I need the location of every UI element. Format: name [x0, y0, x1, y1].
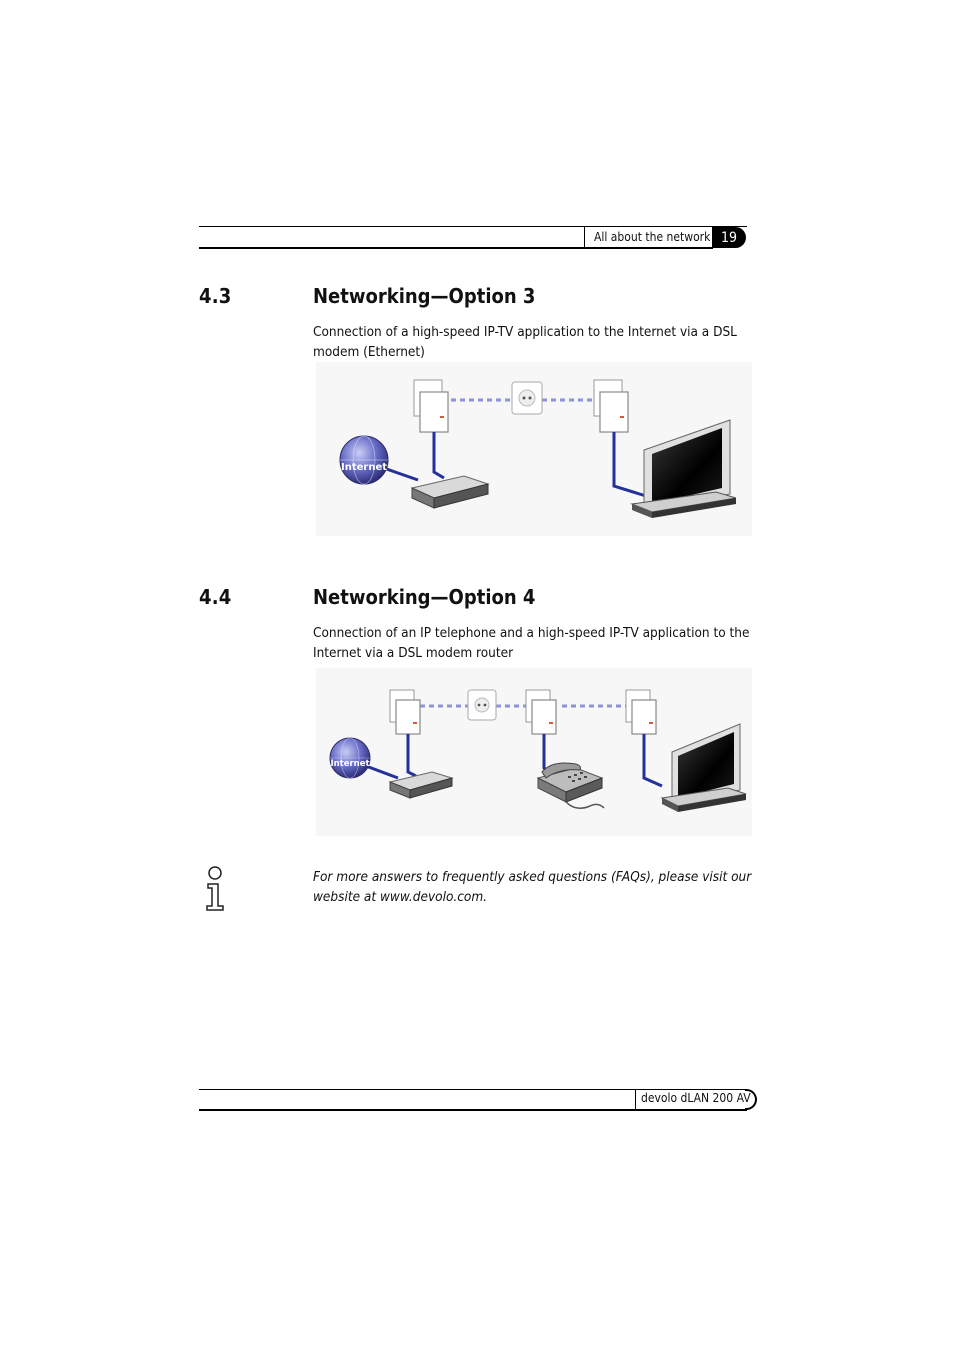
- network-diagram-option-3: [316, 362, 752, 536]
- footer-product-name: devolo dLAN 200 AV: [641, 1091, 751, 1105]
- header-divider: [584, 227, 585, 248]
- internet-label: Internet: [340, 462, 388, 473]
- header-rule-bottom: [199, 247, 713, 249]
- section-body: Connection of an IP telephone and a high-speed IP-TV application to the Internet via a DSL modem router: [313, 625, 750, 661]
- running-header-chapter: All about the network: [594, 230, 711, 244]
- section-number: 4.3: [199, 284, 232, 308]
- wall-socket-icon: [468, 690, 496, 720]
- internet-globe-icon: [330, 738, 370, 778]
- section-title: Networking—Option 3: [313, 284, 536, 308]
- footer-rule-top: [199, 1089, 747, 1090]
- info-icon: [202, 866, 228, 912]
- header-rule-top: [199, 226, 747, 227]
- network-diagram-option-4: [316, 668, 752, 836]
- section-title: Networking—Option 4: [313, 585, 536, 609]
- info-note: For more answers to frequently asked questions (FAQs), please visit our website at www.devolo.com.: [313, 869, 752, 905]
- footer-divider: [635, 1089, 636, 1110]
- footer-rule-bottom: [199, 1109, 747, 1111]
- section-body: Connection of a high-speed IP-TV application to the Internet via a DSL modem (Ethernet): [313, 324, 737, 360]
- wall-socket-icon: [512, 382, 542, 414]
- section-number: 4.4: [199, 585, 232, 609]
- internet-label: Internet: [330, 759, 370, 769]
- page-number: 19: [712, 227, 746, 248]
- footer-end-cap: [745, 1089, 757, 1110]
- internet-globe-icon: [340, 436, 388, 484]
